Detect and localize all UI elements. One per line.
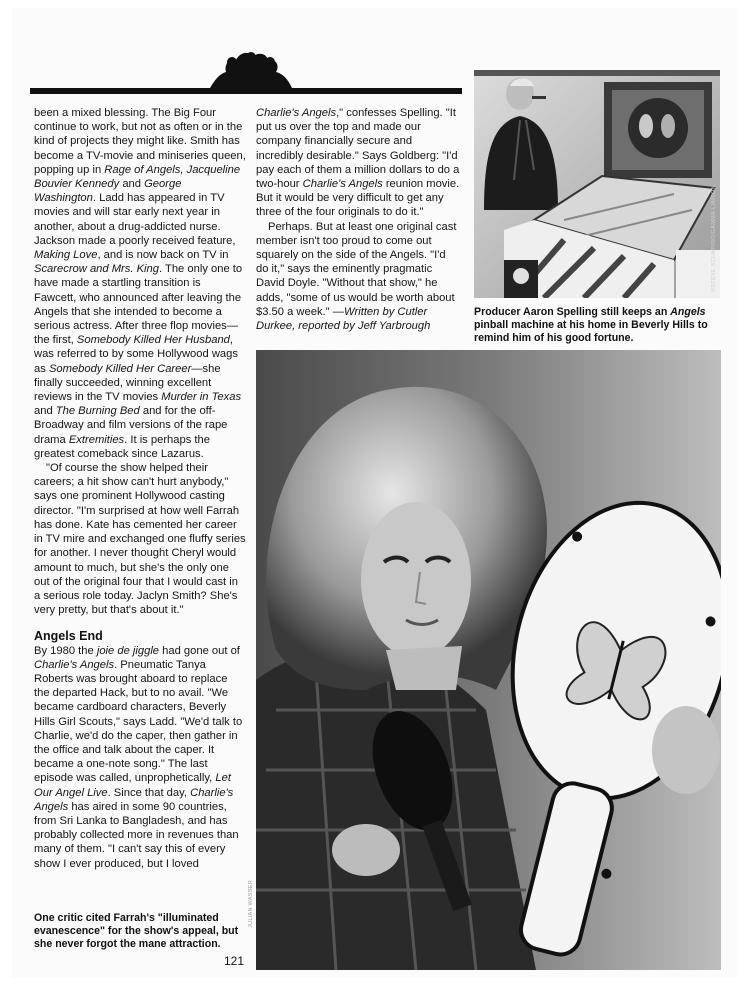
paragraph: By 1980 the joie de jiggle had gone out of Charlie's Angels. Pneumatic Tanya Roberts was brought aboard to replace the departed Hack, but to no avail. "We became cardboard characters, Beverly Hills Girl Scouts," says Ladd. "We'd talk to Charlie, we'd do the caper, then gather in the office and talk about the caper. It became a one-note song." The last episode was called, unprophetically, Let Our Angel Live. Since that day, Charlie's Angels has aired in some 90 countries, from Sri Lanka to Bangladesh, and has probably collected more in revenues than many of them. "I can't say this of every show I ever produced, but I loved: [34, 644, 243, 870]
paragraph: been a mixed blessing. The Big Four continue to work, but not as often or in the kind of projects they might like. Smith has become a TV-movie and miniseries queen, popping up in Rage of Angels, Jacqueline Bouvier Kennedy and George Washington. Ladd has appeared in TV movies and will star early next year in another, about a drug-addicted nurse. Jackson made a poorly received feature, Making Love, and is now back on TV in Scarecrow and Mrs. King. The only one to have made a startling transition is Fawcett, who announced after leaving the Angels that she intended to become a serious actress. After three flop movies—the first, Somebody Killed Her Husband, was referred to by some Hollywood wags as Somebody Killed Her Career—she finally succeeded, winning excellent reviews in the TV movies Murder in Texas and The Burning Bed and for the off-Broadway and film versions of the rape drama Extremities. It is perhaps the greatest comeback since Lazarus.: [34, 107, 246, 460]
angels-silhouette-logo: [206, 48, 296, 92]
photo-spelling-pinball: [474, 70, 720, 298]
paragraph: Perhaps. But at least one original cast member isn't too proud to come out squarely on the side of the Angels. "I'd do it," says the eminently pragmatic David Doyle. "Without that show," he adds, "some of us would be worth about $3.50 a week." —Written by Cutler Durkee, reported by Jeff Yarbrough: [256, 220, 457, 333]
photo-credit: ©STEVE SCHAPIRO/GAMMA-LIAISON: [711, 185, 717, 292]
header-rule: [30, 88, 462, 94]
article-column-left: [34, 106, 246, 871]
page-number: 121: [224, 954, 245, 968]
paragraph: Charlie's Angels," confesses Spelling. "It put us over the top and made our company financially secure and incredibly desirable." Says Goldberg: "I'd pay each of them a million dollars to do a two-hour Charlie's Angels reunion movie. But it would be very difficult to get any three of the four originals to do it.": [256, 107, 460, 219]
photo-credit: JULIAN WASSER: [248, 879, 254, 928]
subhead-angels-end: Angels End: [34, 629, 103, 644]
caption-top-photo: Producer Aaron Spelling still keeps an Angels pinball machine at his home in Beverly Hills to remind him of his good fortune.: [474, 306, 708, 344]
paragraph: "Of course the show helped their careers; a hit show can't hurt anybody," says one prominent Hollywood casting director. "I'm surprised at how well Farrah has done. Kate has cemented her career in TV mire and exchanged one fluffy series for another. I never thought Cheryl would amount to much, but she's the only one out of the original four that I would cast in a serious role today. Jaclyn Smith? She's very pretty, but that's about it.": [34, 462, 246, 617]
byline: —Written by Cutler Durkee, reported by Jeff Yarbrough: [256, 305, 431, 333]
photo-farrah-mirror: [256, 350, 721, 970]
article-column-right: [256, 106, 461, 333]
caption-main-photo: One critic cited Farrah's "illuminated evanescence" for the show's appeal, but she never forgot the mane attraction.: [34, 912, 239, 950]
